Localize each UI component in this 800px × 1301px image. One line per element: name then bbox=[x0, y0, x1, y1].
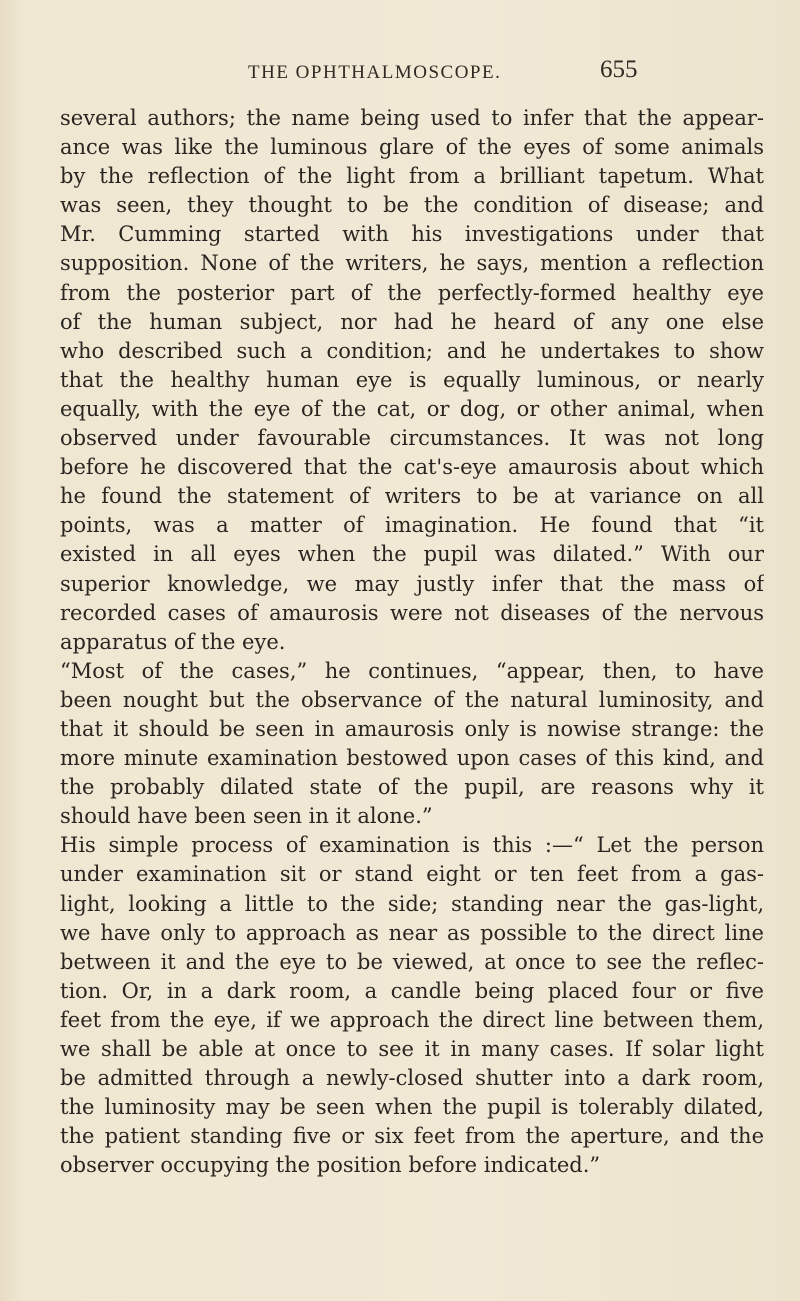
text-line: been nought but the observance of the natural luminosity, and bbox=[60, 687, 764, 712]
page-header bbox=[0, 56, 800, 92]
text-line: feet from the eye, if we approach the direct line between them, bbox=[60, 1007, 764, 1032]
page-number: 655 bbox=[600, 56, 638, 83]
text-line: who described such a condition; and he undertakes to show bbox=[60, 338, 764, 363]
body-text bbox=[60, 104, 764, 1180]
text-line: observed under favourable circumstances. It was not long bbox=[60, 426, 764, 451]
text-line: before he discovered that the cat's-eye amaurosis about which bbox=[60, 455, 764, 480]
text-line: between it and the eye to be viewed, at once to see the reflec- bbox=[60, 949, 764, 974]
text-line: we have only to approach as near as possible to the direct line bbox=[60, 920, 764, 945]
text-line: the probably dilated state of the pupil, are reasons why it bbox=[60, 775, 764, 800]
text-line: supposition. None of the writers, he says, mention a reflection bbox=[60, 251, 764, 276]
text-line: observer occupying the position before indicated.” bbox=[60, 1153, 601, 1178]
text-line: Mr. Cumming started with his investigations under that bbox=[60, 222, 764, 247]
text-line: recorded cases of amaurosis were not diseases of the nervous bbox=[60, 600, 764, 625]
text-line: was seen, they thought to be the condition of disease; and bbox=[60, 193, 764, 218]
text-line: His simple process of examination is this :—“ Let the person bbox=[60, 833, 764, 858]
text-line: equally, with the eye of the cat, or dog, or other animal, when bbox=[60, 396, 764, 421]
running-title: THE OPHTHALMOSCOPE. bbox=[248, 62, 502, 83]
text-line: more minute examination bestowed upon cases of this kind, and bbox=[60, 746, 764, 771]
text-line: under examination sit or stand eight or ten feet from a gas- bbox=[60, 862, 764, 887]
text-line: the patient standing five or six feet from the aperture, and the bbox=[60, 1124, 764, 1149]
text-line: the luminosity may be seen when the pupil is tolerably dilated, bbox=[60, 1095, 764, 1120]
text-line: ance was like the luminous glare of the eyes of some animals bbox=[60, 135, 764, 160]
text-line: light, looking a little to the side; standing near the gas-light, bbox=[60, 891, 764, 916]
text-line: that the healthy human eye is equally luminous, or nearly bbox=[60, 367, 764, 392]
text-line: superior knowledge, we may justly infer that the mass of bbox=[60, 571, 764, 596]
text-line: we shall be able at once to see it in many cases. If solar light bbox=[60, 1037, 764, 1061]
text-line: by the reflection of the light from a brilliant tapetum. What bbox=[60, 164, 764, 189]
text-line: from the posterior part of the perfectly-formed healthy eye bbox=[60, 280, 764, 305]
text-line: points, was a matter of imagination. He found that “it bbox=[60, 513, 764, 538]
text-line: should have been seen in it alone.” bbox=[60, 804, 433, 829]
text-line: apparatus of the eye. bbox=[60, 629, 286, 654]
text-line: tion. Or, in a dark room, a candle being placed four or five bbox=[60, 978, 764, 1003]
text-line: be admitted through a newly-closed shutter into a dark room, bbox=[60, 1066, 764, 1091]
text-line: that it should be seen in amaurosis only is nowise strange: the bbox=[60, 716, 764, 741]
text-line: several authors; the name being used to infer that the appear- bbox=[60, 106, 764, 130]
text-line: he found the statement of writers to be at variance on all bbox=[60, 484, 764, 509]
text-line: existed in all eyes when the pupil was dilated.” With our bbox=[60, 542, 764, 567]
text-line: of the human subject, nor had he heard of any one else bbox=[60, 309, 764, 334]
text-line: “Most of the cases,” he continues, “appear, then, to have bbox=[60, 658, 764, 683]
